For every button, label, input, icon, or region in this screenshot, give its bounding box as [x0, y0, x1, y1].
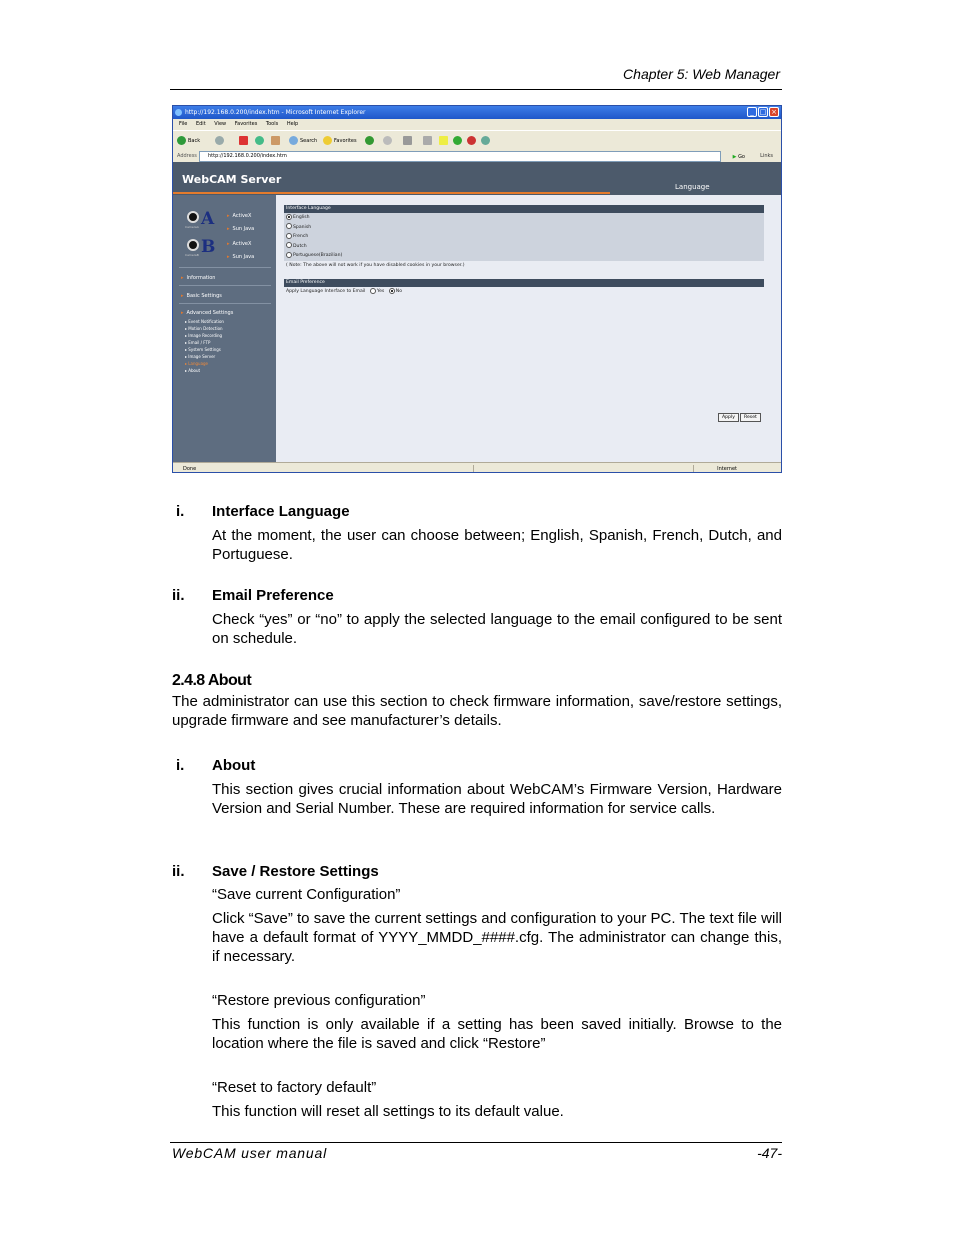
language-option-english[interactable]: English [284, 213, 764, 223]
email-preference-header: Email Preference [284, 279, 764, 287]
status-divider [473, 465, 474, 473]
go-button[interactable]: ▶ Go [732, 154, 745, 160]
sidebar-sub-event-notification[interactable]: ▸ Event Notification [185, 319, 224, 324]
window-titlebar [173, 106, 781, 119]
section-heading: 2.4.8 About [172, 672, 252, 689]
camera-a-activex-link[interactable]: ▸ ActiveX [227, 213, 252, 219]
item1-marker: i. [176, 503, 185, 520]
radio-icon[interactable] [286, 252, 292, 258]
notes-button[interactable] [439, 135, 450, 147]
forward-button[interactable] [215, 135, 226, 147]
camera-b-activex-link[interactable]: ▸ ActiveX [227, 241, 252, 247]
sidebar-sub-email-ftp[interactable]: ▸ Email / FTP [185, 340, 211, 345]
language-option-french[interactable]: French [284, 232, 764, 242]
radio-icon[interactable] [286, 233, 292, 239]
notes-icon [439, 136, 448, 145]
browser-screenshot [172, 105, 782, 473]
camera-eye-icon [187, 211, 199, 223]
save-quote: “Save current Configuration” [212, 886, 401, 903]
camera-a-java-link[interactable]: ▸ Sun Java [227, 226, 255, 232]
item2-title: Email Preference [212, 587, 334, 604]
star-icon [323, 136, 332, 145]
about-marker: i. [176, 757, 185, 774]
sidebar [173, 195, 276, 462]
sidebar-sub-image-recording[interactable]: ▸ Image Recording [185, 333, 223, 338]
item1-title: Interface Language [212, 503, 350, 520]
messenger-button[interactable] [453, 135, 464, 147]
browser-toolbar [173, 130, 781, 151]
language-option-portuguese[interactable]: Portuguese(Brazilian) [284, 251, 764, 261]
radio-selected-icon[interactable] [286, 214, 292, 220]
main-content [276, 195, 781, 462]
sidebar-sub-motion-detection[interactable]: ▸ Motion Detection [185, 326, 223, 331]
reset-button[interactable]: Reset [740, 413, 761, 422]
ie-icon [175, 109, 182, 116]
save-title: Save / Restore Settings [212, 863, 379, 880]
sidebar-sub-language[interactable]: ▸ Language [185, 361, 209, 366]
status-done: Done [183, 466, 197, 472]
tools-button[interactable] [481, 135, 492, 147]
about-body: This section gives crucial information about WebCAM’s Firmware Version, Hardware Version and Serial Number. These are required information for service calls. [212, 781, 782, 817]
sidebar-divider [179, 267, 271, 268]
header-rule [170, 89, 782, 90]
email-preference-panel [284, 279, 764, 297]
menu-help[interactable]: Help [286, 121, 299, 127]
sidebar-item-information[interactable]: ▸ Information [181, 275, 216, 281]
refresh-icon [255, 136, 264, 145]
sidebar-sub-system-settings[interactable]: ▸ System Settings [185, 347, 221, 352]
save-marker: ii. [172, 863, 185, 880]
menu-file[interactable]: File [179, 121, 188, 127]
close-icon[interactable]: × [769, 107, 779, 117]
menu-edit[interactable]: Edit [195, 121, 206, 127]
header-accent-line [173, 192, 610, 194]
interface-language-panel [284, 205, 764, 270]
footer-title: WebCAM user manual [172, 1145, 327, 1161]
radio-no-icon[interactable] [389, 288, 395, 294]
language-option-spanish[interactable]: Spanish [284, 223, 764, 233]
about-title: About [212, 757, 256, 774]
back-icon [177, 136, 186, 145]
minimize-icon[interactable]: _ [747, 107, 757, 117]
section-title: Language [675, 183, 710, 191]
search-button[interactable]: Search [289, 135, 317, 147]
item1-body: At the moment, the user can choose between; English, Spanish, French, Dutch, and Portuguese. [212, 527, 782, 563]
menu-tools[interactable]: Tools [265, 121, 279, 127]
radio-icon[interactable] [286, 242, 292, 248]
camera-eye-icon [187, 239, 199, 251]
messenger-icon [453, 136, 462, 145]
sidebar-item-advanced-settings[interactable]: ▸ Advanced Settings [181, 310, 234, 316]
edit-icon [423, 136, 432, 145]
factory-quote: “Reset to factory default” [212, 1079, 377, 1096]
search-icon [289, 136, 298, 145]
menu-favorites[interactable]: Favorites [234, 121, 258, 127]
sidebar-item-basic-settings[interactable]: ▸ Basic Settings [181, 293, 222, 299]
links-button[interactable]: Links [760, 153, 773, 159]
sidebar-divider [179, 285, 271, 286]
status-divider [693, 465, 694, 473]
chapter-header: Chapter 5: Web Manager [623, 66, 780, 82]
email-preference-row: Apply Language Interface to Email Yes No [284, 287, 764, 297]
home-button[interactable] [271, 135, 282, 147]
go-arrow-icon: ▶ [732, 154, 737, 160]
menu-view[interactable]: View [214, 121, 227, 127]
status-internet: Internet [717, 466, 737, 472]
address-bar [173, 150, 781, 162]
webcam-title: WebCAM Server [182, 173, 282, 186]
history-button[interactable] [365, 135, 376, 147]
refresh-button[interactable] [255, 135, 266, 147]
webcam-header [173, 162, 781, 195]
section-body: The administrator can use this section to check firmware information, save/restore settings, upgrade firmware and see manufacturer’s details. [172, 693, 782, 729]
research-button[interactable] [467, 135, 478, 147]
save-body: Click “Save” to save the current settings and configuration to your PC. The text file will have a default format of YYYY_MMDD_####.cfg. The administrator can change this, if necessary. [212, 910, 782, 965]
page-number: -47- [757, 1145, 782, 1161]
email-yes-label: Yes [376, 289, 385, 294]
address-input[interactable]: http://192.168.0.200/index.htm [199, 151, 721, 162]
camera-b-java-link[interactable]: ▸ Sun Java [227, 254, 255, 260]
window-title: http://192.168.0.200/index.htm - Microsoft Internet Explorer [185, 109, 366, 116]
cookie-note: ( Note: The above will not work if you have disabled cookies in your browser.) [284, 261, 764, 270]
sidebar-divider [179, 303, 271, 304]
edit-button[interactable] [423, 135, 434, 147]
restore-body: This function is only available if a setting has been saved initially. Browse to the location where the file is saved and click “Restore” [212, 1016, 782, 1052]
footer-rule [170, 1142, 782, 1143]
factory-body: This function will reset all settings to its default value. [212, 1103, 564, 1120]
item2-body: Check “yes” or “no” to apply the selected language to the email configured to be sent on schedule. [212, 611, 782, 647]
radio-yes-icon[interactable] [370, 288, 376, 294]
history-icon [365, 136, 374, 145]
status-bar [173, 462, 781, 473]
maximize-icon[interactable]: □ [759, 108, 767, 116]
research-icon [467, 136, 476, 145]
mail-icon [383, 136, 392, 145]
stop-button[interactable] [239, 135, 250, 147]
sidebar-sub-about[interactable]: ▸ About [185, 368, 201, 373]
tools-icon [481, 136, 490, 145]
camera-b-logo: B CameraB [185, 237, 216, 257]
forward-icon [215, 136, 224, 145]
favorites-button[interactable]: Favorites [323, 135, 357, 147]
menu-bar [173, 119, 781, 130]
sidebar-sub-image-server[interactable]: ▸ Image Server [185, 354, 216, 359]
home-icon [271, 136, 280, 145]
stop-icon [239, 136, 248, 145]
language-option-dutch[interactable]: Dutch [284, 242, 764, 252]
radio-icon[interactable] [286, 223, 292, 229]
item2-marker: ii. [172, 587, 185, 604]
back-button[interactable]: Back [177, 135, 200, 147]
mail-button[interactable] [383, 135, 394, 147]
print-button[interactable] [403, 135, 414, 147]
print-icon [403, 136, 412, 145]
interface-language-header: Interface Language [284, 205, 764, 213]
window-buttons [747, 107, 779, 117]
email-no-label: No [395, 289, 403, 294]
address-label: Address [177, 153, 197, 159]
apply-button[interactable]: Apply [718, 413, 739, 422]
restore-quote: “Restore previous configuration” [212, 992, 426, 1009]
camera-a-logo: A CameraA [185, 209, 215, 229]
